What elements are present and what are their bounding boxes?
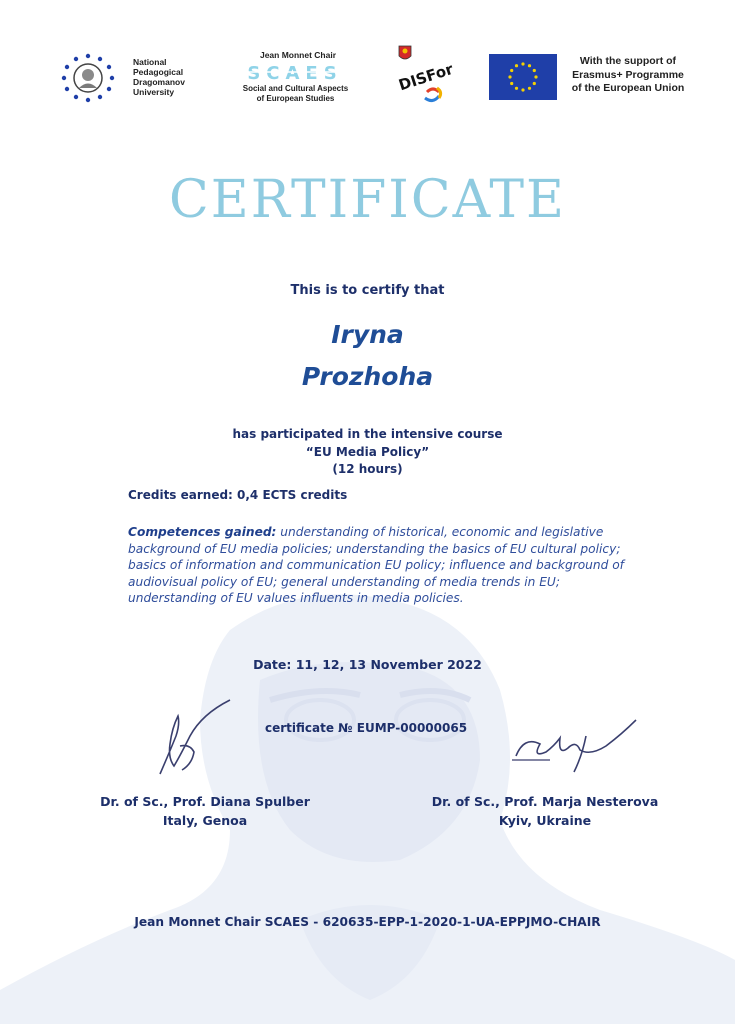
university-emblem-icon xyxy=(58,52,118,104)
university-name-line: Pedagogical xyxy=(133,67,184,77)
competences-text: understanding of historical, economic and legislative background of EU media policies; understanding the basics of EU cultural policy; basics of information and communication EU policy; influence and background of audiovisual policy of EU; general understanding of media trends in EU; understanding of EU values influents in media policies. xyxy=(128,525,624,606)
scaes-full-name-line: Social and Cultural Aspects xyxy=(242,84,349,93)
course-date: Date: 11, 12, 13 November 2022 xyxy=(253,657,482,672)
recipient-last-name: Prozhoha xyxy=(301,362,434,391)
eu-flag-icon xyxy=(489,54,557,100)
credits-earned: Credits earned: 0,4 ECTS credits xyxy=(128,488,348,502)
erasmus-support-line: of the European Union xyxy=(571,82,685,94)
competences-label: Competences gained: xyxy=(128,525,277,539)
signer-left-place: Italy, Genoa xyxy=(162,813,248,828)
signer-left xyxy=(80,792,330,830)
signer-right xyxy=(420,792,670,830)
course-name: “EU Media Policy” xyxy=(305,445,430,459)
erasmus-support-line: Erasmus+ Programme xyxy=(572,68,684,81)
signer-right-title: Dr. of Sc., Prof. Marja Nesterova xyxy=(431,794,659,809)
certify-line: This is to certify that xyxy=(290,283,445,298)
footer-project-code: Jean Monnet Chair SCAES - 620635-EPP-1-2020-1-UA-EPPJMO-CHAIR xyxy=(134,915,601,929)
course-hours: (12 hours) xyxy=(332,462,403,476)
university-name xyxy=(133,57,213,97)
recipient-first-name: Iryna xyxy=(331,320,404,349)
erasmus-support-line: With the support of xyxy=(579,55,677,67)
erasmus-support-text xyxy=(560,55,696,96)
signature-right xyxy=(510,716,640,774)
competences-paragraph xyxy=(128,524,628,607)
university-name-line: National xyxy=(133,57,167,67)
university-name-line: University xyxy=(133,87,175,97)
disfor-logo-text: DISFor xyxy=(396,59,456,95)
jean-monnet-chair-label: Jean Monnet Chair xyxy=(259,50,337,60)
signer-right-place: Kyiv, Ukraine xyxy=(498,813,592,828)
signature-left xyxy=(150,696,240,778)
signer-left-title: Dr. of Sc., Prof. Diana Spulber xyxy=(100,794,310,809)
scaes-logo-text: SCAES xyxy=(247,63,343,82)
university-name-line: Dragomanov xyxy=(133,77,185,87)
certificate-title: CERTIFICATE xyxy=(169,170,566,230)
scaes-logo xyxy=(222,62,368,82)
disfor-logo xyxy=(393,44,465,106)
participation-line: has participated in the intensive course xyxy=(232,427,503,441)
scaes-full-name xyxy=(218,84,373,103)
scaes-full-name-line: of European Studies xyxy=(256,93,335,103)
certificate-number: certificate № EUMP-00000065 xyxy=(265,721,468,735)
